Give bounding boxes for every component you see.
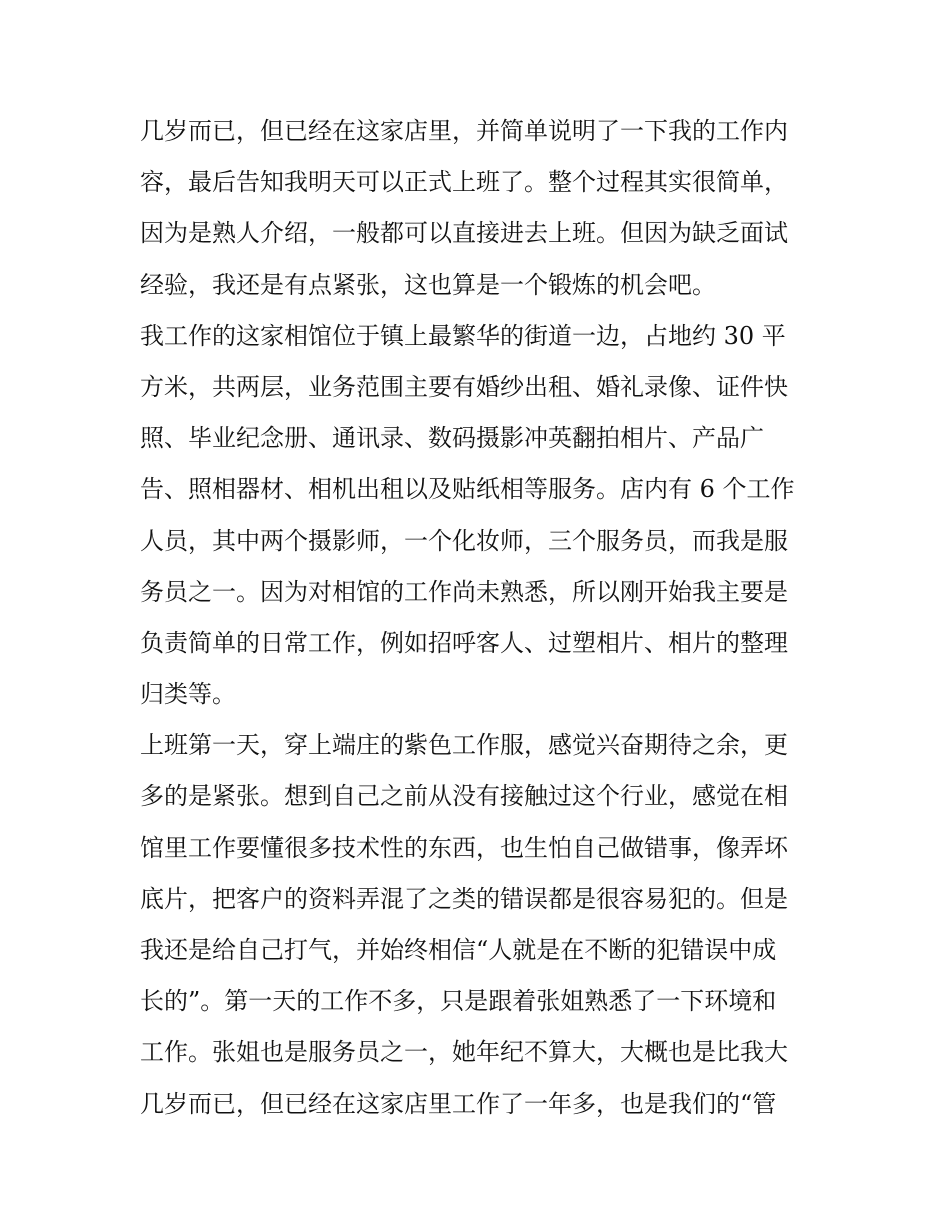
text-line: 务员之一。因为对相馆的工作尚未熟悉，所以刚开始我主要是 xyxy=(140,577,788,606)
text-line: 底片，把客户的资料弄混了之类的错误都是很容易犯的。但是 xyxy=(140,884,788,913)
text-line: 因为是熟人介绍，一般都可以直接进去上班。但因为缺乏面试 xyxy=(140,219,788,248)
text-line: 经验，我还是有点紧张，这也算是一个锻炼的机会吧。 xyxy=(140,270,716,299)
text-line: 我还是给自己打气，并始终相信“人就是在不断的犯错误中成 xyxy=(140,936,777,964)
text-line: 上班第一天，穿上端庄的紫色工作服，感觉兴奋期待之余，更 xyxy=(140,731,788,760)
text-line: 几岁而已，但已经在这家店里工作了一年多，也是我们的“管 xyxy=(140,1089,777,1118)
text-line: 照、毕业纪念册、通讯录、数码摄影冲英翻拍相片、产品广 xyxy=(140,424,764,453)
text-line: 长的”。第一天的工作不多，只是跟着张姐熟悉了一下环境和 xyxy=(140,987,777,1016)
text-line: 工作。张姐也是服务员之一，她年纪不算大，大概也是比我大 xyxy=(140,1038,788,1067)
text-line: 人员，其中两个摄影师，一个化妆师，三个服务员，而我是服 xyxy=(140,526,788,555)
text-line: 馆里工作要懂很多技术性的东西，也生怕自己做错事，像弄坏 xyxy=(140,833,788,862)
text-line: 我工作的这家相馆位于镇上最繁华的街道一边，占地约 30 平 xyxy=(140,321,786,350)
body-text xyxy=(140,106,812,1130)
text-line: 容，最后告知我明天可以正式上班了。整个过程其实很简单， xyxy=(140,168,788,197)
text-line: 方米，共两层，业务范围主要有婚纱出租、婚礼录像、证件快 xyxy=(140,372,788,401)
text-line: 归类等。 xyxy=(140,680,236,709)
text-line: 多的是紧张。想到自己之前从没有接触过这个行业，感觉在相 xyxy=(140,782,788,811)
text-line: 告、照相器材、相机出租以及贴纸相等服务。店内有 6 个工作 xyxy=(140,475,795,504)
text-line: 几岁而已，但已经在这家店里，并简单说明了一下我的工作内 xyxy=(140,117,788,145)
text-line: 负责简单的日常工作，例如招呼客人、过塑相片、相片的整理 xyxy=(140,628,788,657)
